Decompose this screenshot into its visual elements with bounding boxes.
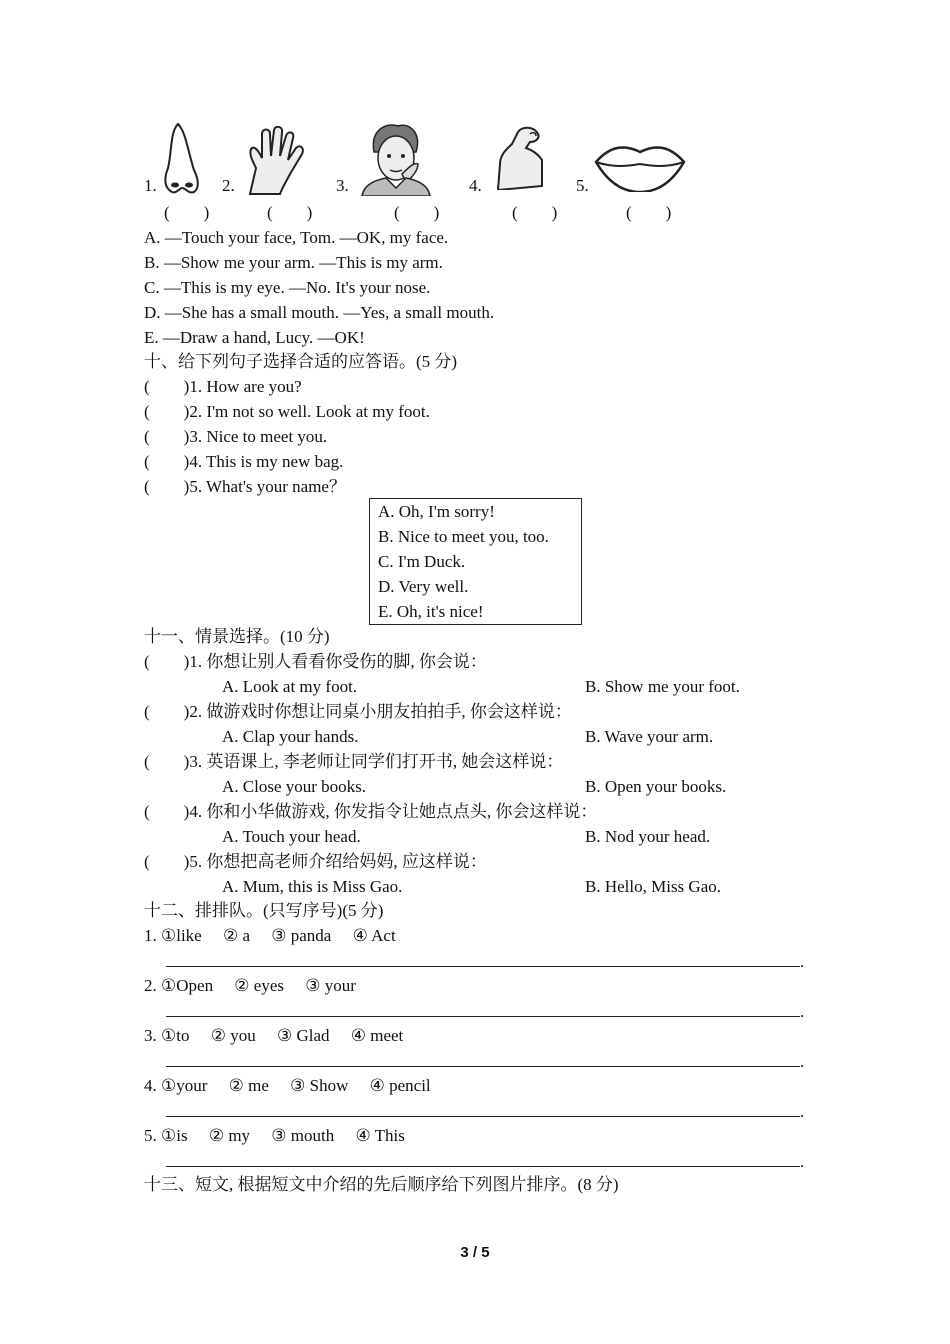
section-title: 十三、短文, 根据短文中介绍的先后顺序给下列图片排序。(8 分)	[144, 1175, 619, 1194]
option-line: C. —This is my eye. —No. It's your nose.	[144, 278, 431, 297]
answer-options-box	[369, 498, 582, 625]
choice-b: B. Nod your head.	[585, 827, 711, 846]
pic-number: 4.	[469, 176, 482, 195]
word-order-item: 4. ①your ② me ③ Show ④ pencil	[144, 1076, 431, 1095]
boy-face-icon	[356, 122, 434, 196]
option-line: D. —She has a small mouth. —Yes, a small mouth.	[144, 303, 495, 322]
answer-line[interactable]	[166, 1166, 800, 1167]
hand-icon	[242, 126, 306, 196]
pic-number: 3.	[336, 176, 349, 195]
option-line: B. —Show me your arm. —This is my arm.	[144, 253, 443, 272]
choice-a: A. Close your books.	[222, 777, 367, 796]
answer-line[interactable]	[166, 966, 800, 967]
choice-a: A. Clap your hands.	[222, 727, 359, 746]
picture-row	[0, 118, 950, 198]
answer-line[interactable]	[166, 1066, 800, 1067]
answer-blank[interactable]: ( )	[164, 203, 210, 222]
question-line: ( )4. This is my new bag.	[144, 452, 344, 471]
pic-number: 2.	[222, 176, 235, 195]
mouth-icon	[594, 140, 686, 192]
choice-a: A. Touch your head.	[222, 827, 361, 846]
period: .	[800, 952, 805, 971]
section-title: 十、给下列句子选择合适的应答语。(5 分)	[144, 352, 458, 371]
word-order-item: 3. ①to ② you ③ Glad ④ meet	[144, 1026, 404, 1045]
question-line: ( )1. 你想让别人看看你受伤的脚, 你会说：	[144, 652, 487, 671]
answer-blank[interactable]: ( )	[394, 203, 440, 222]
answer-line[interactable]	[166, 1016, 800, 1017]
answer-option: E. Oh, it's nice!	[378, 602, 484, 621]
word-order-item: 1. ①like ② a ③ panda ④ Act	[144, 926, 396, 945]
arm-icon	[494, 124, 546, 190]
question-line: ( )3. 英语课上, 李老师让同学们打开书, 她会这样说：	[144, 752, 564, 771]
option-line: E. —Draw a hand, Lucy. —OK!	[144, 328, 365, 347]
option-line: A. —Touch your face, Tom. —OK, my face.	[144, 228, 449, 247]
answer-blank[interactable]: ( )	[512, 203, 558, 222]
nose-icon	[160, 122, 202, 196]
question-line: ( )2. 做游戏时你想让同桌小朋友拍拍手, 你会这样说：	[144, 702, 572, 721]
answer-option: B. Nice to meet you, too.	[378, 527, 549, 546]
choice-b: B. Hello, Miss Gao.	[585, 877, 721, 896]
question-line: ( )4. 你和小华做游戏, 你发指令让她点点头, 你会这样说：	[144, 802, 598, 821]
word-order-item: 2. ①Open ② eyes ③ your	[144, 976, 356, 995]
answer-option: A. Oh, I'm sorry!	[378, 502, 495, 521]
question-line: ( )5. 你想把高老师介绍给妈妈, 应这样说：	[144, 852, 487, 871]
page-number: 3 / 5	[460, 1244, 490, 1261]
answer-blank[interactable]: ( )	[626, 203, 672, 222]
period: .	[800, 1152, 805, 1171]
answer-option: C. I'm Duck.	[378, 552, 466, 571]
period: .	[800, 1052, 805, 1071]
pic-number: 1.	[144, 176, 157, 195]
choice-a: A. Look at my foot.	[222, 677, 358, 696]
answer-line[interactable]	[166, 1116, 800, 1117]
question-line: ( )5. What's your name？	[144, 477, 346, 496]
word-order-item: 5. ①is ② my ③ mouth ④ This	[144, 1126, 405, 1145]
question-line: ( )1. How are you?	[144, 377, 302, 396]
choice-b: B. Show me your foot.	[585, 677, 740, 696]
section-title: 十二、排排队。(只写序号)(5 分)	[144, 901, 384, 920]
period: .	[800, 1102, 805, 1121]
choice-b: B. Wave your arm.	[585, 727, 714, 746]
answer-option: D. Very well.	[378, 577, 469, 596]
answer-blank[interactable]: ( )	[267, 203, 313, 222]
choice-a: A. Mum, this is Miss Gao.	[222, 877, 403, 896]
choice-b: B. Open your books.	[585, 777, 727, 796]
period: .	[800, 1002, 805, 1021]
section-title: 十一、情景选择。(10 分)	[144, 627, 330, 646]
question-line: ( )2. I'm not so well. Look at my foot.	[144, 402, 430, 421]
pic-number: 5.	[576, 176, 589, 195]
question-line: ( )3. Nice to meet you.	[144, 427, 328, 446]
